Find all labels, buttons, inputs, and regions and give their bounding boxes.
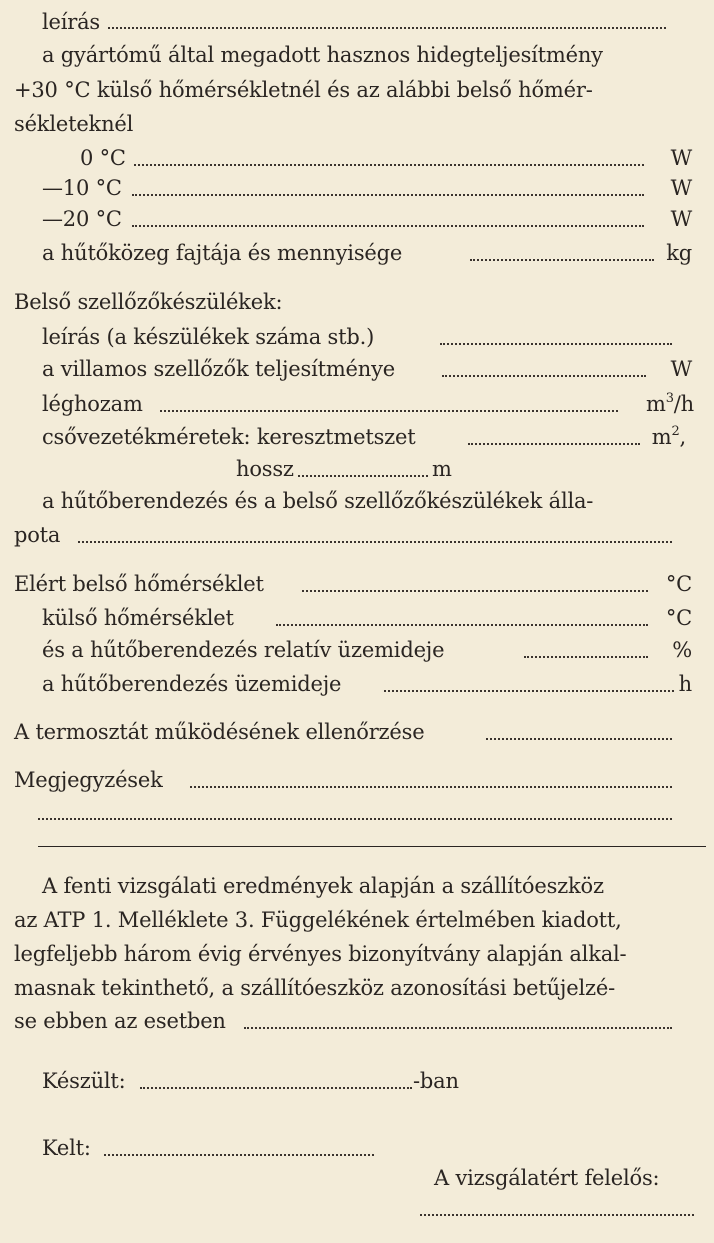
fan-power-label: a villamos szellőzők teljesítménye: [42, 357, 395, 381]
made-dots: [140, 1081, 412, 1089]
airflow-unit-sup: 3: [665, 391, 674, 406]
conclusion-line-2: az ATP 1. Melléklete 3. Függelékének értelmében kiadott,: [14, 908, 622, 932]
temp-0-dots: [134, 158, 644, 166]
remarks-dots-2: [38, 812, 672, 820]
external-temp-unit: °C: [665, 606, 692, 630]
runtime-label: a hűtőberendezés üzemideje: [42, 672, 342, 696]
temp-0-unit: W: [670, 146, 692, 170]
capacity-text-3: sékleteknél: [14, 112, 134, 136]
date-label: Kelt:: [42, 1136, 91, 1160]
temp-20-label: —20 °C: [42, 207, 122, 231]
temp-10-label: —10 °C: [42, 176, 122, 200]
ducts-unit-sup: 2: [671, 424, 680, 439]
remarks-dots-1: [190, 780, 672, 788]
temp-10-dots: [132, 188, 644, 196]
runtime-dots: [384, 684, 674, 692]
ducts-unit: [651, 424, 686, 449]
refrigerant-label: a hűtőközeg fajtája és mennyisége: [42, 241, 403, 265]
conclusion-line-3: legfeljebb három évig érvényes bizonyítvány alapján alkal-: [14, 942, 627, 966]
ducts-unit-tail: ,: [679, 425, 686, 449]
state-dots: [78, 535, 672, 543]
length-dots: [298, 469, 428, 477]
airflow-unit: [646, 391, 694, 416]
temp-20-unit: W: [670, 207, 692, 231]
temp-10-unit: W: [670, 176, 692, 200]
airflow-unit-tail: /h: [673, 392, 694, 416]
fan-power-dots: [442, 369, 646, 377]
airflow-label: léghozam: [42, 392, 143, 416]
responsible-label: A vizsgálatért felelős:: [434, 1166, 660, 1190]
relative-runtime-dots: [524, 650, 648, 658]
date-dots: [104, 1148, 374, 1156]
ducts-unit-base: m: [651, 425, 672, 449]
signature-dots: [420, 1208, 694, 1216]
state-text-1: a hűtőberendezés és a belső szellőzőkészülékek álla-: [42, 489, 594, 513]
state-text-2: pota: [14, 523, 61, 547]
ducts-label: csővezetékméretek: keresztmetszet: [42, 425, 416, 449]
divider-line: [38, 846, 706, 847]
temp-0-label: 0 °C: [80, 146, 126, 170]
temp-20-dots: [132, 219, 644, 227]
relative-runtime-unit: %: [672, 638, 692, 662]
made-label: Készült:: [42, 1069, 126, 1093]
conclusion-line-4: masnak tekinthető, a szállítóeszköz azonosítási betűjelzé-: [14, 976, 615, 1000]
ducts-dots: [468, 437, 640, 445]
refrigerant-unit: kg: [666, 241, 692, 265]
airflow-unit-base: m: [646, 392, 666, 416]
fans-heading: Belső szellőzőkészülékek:: [14, 290, 283, 314]
capacity-text-2: +30 °C külső hőmérsékletnél és az alábbi belső hőmér-: [14, 78, 593, 102]
length-unit: m: [432, 457, 452, 481]
fan-power-unit: W: [670, 357, 692, 381]
thermostat-dots: [486, 732, 672, 740]
runtime-unit: h: [678, 672, 692, 696]
fans-description-label: leírás (a készülékek száma stb.): [42, 325, 375, 349]
description-dots: [108, 21, 666, 29]
remarks-label: Megjegyzések: [14, 768, 163, 792]
fans-description-dots: [440, 337, 672, 345]
reached-temp-unit: °C: [665, 572, 692, 596]
thermostat-label: A termosztát működésének ellenőrzése: [14, 720, 425, 744]
reached-temp-dots: [302, 584, 648, 592]
length-label: hossz: [236, 457, 294, 481]
airflow-dots: [160, 404, 618, 412]
conclusion-line-5: se ebben az esetben: [14, 1009, 226, 1033]
conclusion-line-1: A fenti vizsgálati eredmények alapján a szállítóeszköz: [42, 874, 604, 898]
identification-dots: [244, 1021, 672, 1029]
relative-runtime-label: és a hűtőberendezés relatív üzemideje: [42, 638, 445, 662]
refrigerant-dots: [470, 253, 654, 261]
external-temp-dots: [276, 618, 648, 626]
capacity-text-1: a gyártómű által megadott hasznos hidegteljesítmény: [42, 43, 603, 67]
made-suffix: -ban: [413, 1069, 459, 1093]
description-label: leírás: [42, 10, 100, 34]
reached-temp-label: Elért belső hőmérséklet: [14, 572, 264, 596]
external-temp-label: külső hőmérséklet: [42, 606, 234, 630]
